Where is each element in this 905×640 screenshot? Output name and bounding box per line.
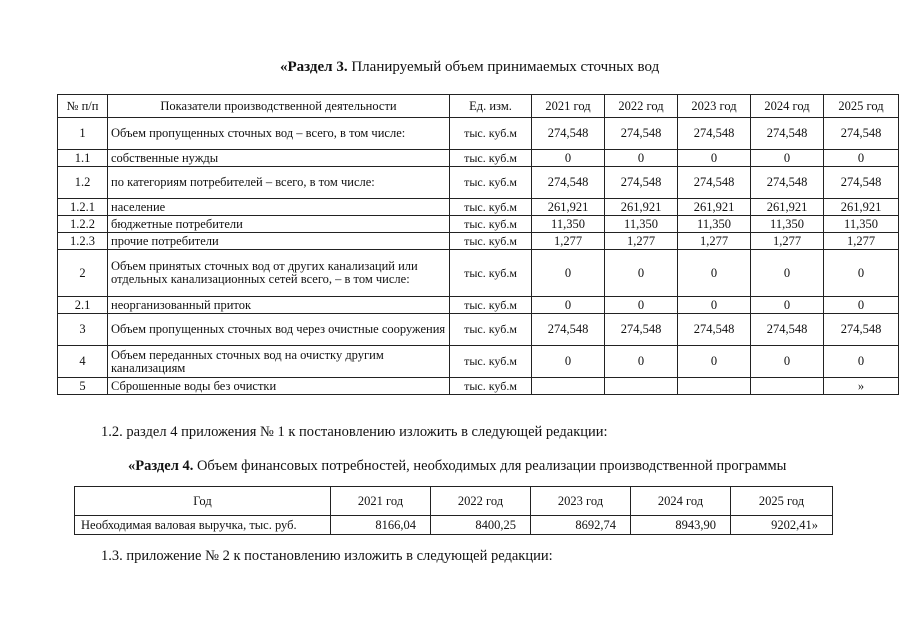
value-cell: 274,548: [824, 167, 899, 199]
indicator-cell: неорганизованный приток: [108, 297, 450, 314]
row-number-cell: 1.2: [58, 167, 108, 199]
value-cell: 1,277: [532, 233, 605, 250]
table-row: [58, 346, 899, 378]
value-cell: 261,921: [605, 199, 678, 216]
unit-cell: тыс. куб.м: [450, 250, 532, 297]
table-row: [58, 378, 899, 395]
value-cell: 274,548: [751, 167, 824, 199]
value-cell: 8943,90: [631, 516, 731, 535]
unit-cell: тыс. куб.м: [450, 150, 532, 167]
value-cell: 1,277: [605, 233, 678, 250]
value-cell: 274,548: [605, 314, 678, 346]
indicator-cell: Объем пропущенных сточных вод через очистные сооружения: [108, 314, 450, 346]
column-header: 2022 год: [431, 487, 531, 516]
row-number-cell: 1: [58, 118, 108, 150]
row-number-cell: 1.1: [58, 150, 108, 167]
value-cell: 274,548: [678, 314, 751, 346]
value-cell: 0: [824, 250, 899, 297]
table-row: [58, 199, 899, 216]
value-cell: 0: [751, 250, 824, 297]
column-header: Год: [75, 487, 331, 516]
indicator-cell: прочие потребители: [108, 233, 450, 250]
value-cell: 0: [824, 150, 899, 167]
column-header: 2023 год: [678, 95, 751, 118]
table-row: [58, 297, 899, 314]
value-cell: 274,548: [532, 314, 605, 346]
row-number-cell: 2: [58, 250, 108, 297]
unit-cell: тыс. куб.м: [450, 378, 532, 395]
value-cell: 0: [532, 150, 605, 167]
column-header: № п/п: [58, 95, 108, 118]
value-cell: 11,350: [751, 216, 824, 233]
column-header: 2021 год: [331, 487, 431, 516]
value-cell: 0: [824, 346, 899, 378]
value-cell: 274,548: [678, 167, 751, 199]
financial-needs-table: [74, 486, 833, 535]
table-header-row: [75, 487, 833, 516]
table-row: [75, 516, 833, 535]
value-cell: 0: [605, 250, 678, 297]
value-cell: 0: [678, 250, 751, 297]
value-cell: 11,350: [532, 216, 605, 233]
section4-heading: [128, 458, 786, 475]
column-header: Показатели производственной деятельности: [108, 95, 450, 118]
value-cell: 1,277: [678, 233, 751, 250]
value-cell: 1,277: [751, 233, 824, 250]
unit-cell: тыс. куб.м: [450, 346, 532, 378]
value-cell: 0: [678, 346, 751, 378]
row-number-cell: 3: [58, 314, 108, 346]
paragraph-1-3: 1.3. приложение № 2 к постановлению изложить в следующей редакции:: [101, 548, 553, 564]
column-header: 2024 год: [751, 95, 824, 118]
value-cell: 274,548: [532, 118, 605, 150]
column-header: 2023 год: [531, 487, 631, 516]
section3-title: Планируемый объем принимаемых сточных вод: [347, 59, 660, 75]
value-cell: 0: [605, 297, 678, 314]
value-cell: [605, 378, 678, 395]
unit-cell: тыс. куб.м: [450, 216, 532, 233]
indicator-cell: Объем пропущенных сточных вод – всего, в том числе:: [108, 118, 450, 150]
value-cell: 261,921: [532, 199, 605, 216]
table-row: [58, 314, 899, 346]
unit-cell: тыс. куб.м: [450, 297, 532, 314]
section4-prefix: «Раздел 4.: [128, 458, 194, 474]
value-cell: 1,277: [824, 233, 899, 250]
value-cell: 0: [532, 297, 605, 314]
value-cell: 261,921: [751, 199, 824, 216]
column-header: 2021 год: [532, 95, 605, 118]
unit-cell: тыс. куб.м: [450, 233, 532, 250]
section3-heading: [280, 59, 659, 76]
value-cell: 274,548: [751, 118, 824, 150]
column-header: 2024 год: [631, 487, 731, 516]
row-number-cell: 4: [58, 346, 108, 378]
indicator-cell: Сброшенные воды без очистки: [108, 378, 450, 395]
value-cell: 274,548: [824, 314, 899, 346]
value-cell: 0: [605, 346, 678, 378]
indicator-cell: население: [108, 199, 450, 216]
section3-prefix: «Раздел 3.: [280, 59, 348, 75]
column-header: 2025 год: [824, 95, 899, 118]
table-header-row: [58, 95, 899, 118]
value-cell: 8692,74: [531, 516, 631, 535]
table-row: [58, 150, 899, 167]
row-number-cell: 1.2.2: [58, 216, 108, 233]
value-cell: 274,548: [605, 167, 678, 199]
value-cell: 274,548: [751, 314, 824, 346]
indicator-cell: Объем переданных сточных вод на очистку другим канализациям: [108, 346, 450, 378]
indicator-cell: бюджетные потребители: [108, 216, 450, 233]
unit-cell: тыс. куб.м: [450, 167, 532, 199]
value-cell: [751, 378, 824, 395]
value-cell: 261,921: [678, 199, 751, 216]
row-number-cell: 1.2.1: [58, 199, 108, 216]
value-cell: 0: [678, 150, 751, 167]
column-header: Ед. изм.: [450, 95, 532, 118]
unit-cell: тыс. куб.м: [450, 199, 532, 216]
row-number-cell: 1.2.3: [58, 233, 108, 250]
value-cell: 11,350: [824, 216, 899, 233]
paragraph-1-2: 1.2. раздел 4 приложения № 1 к постановлению изложить в следующей редакции:: [101, 424, 608, 440]
indicator-cell: Необходимая валовая выручка, тыс. руб.: [75, 516, 331, 535]
value-cell: 0: [751, 150, 824, 167]
table-row: [58, 118, 899, 150]
value-cell: 0: [751, 346, 824, 378]
wastewater-volume-table: [57, 94, 899, 395]
value-cell: 8400,25: [431, 516, 531, 535]
value-cell: 0: [532, 346, 605, 378]
table-row: [58, 216, 899, 233]
value-cell: 0: [824, 297, 899, 314]
row-number-cell: 2.1: [58, 297, 108, 314]
row-number-cell: 5: [58, 378, 108, 395]
indicator-cell: по категориям потребителей – всего, в том числе:: [108, 167, 450, 199]
value-cell: »: [824, 378, 899, 395]
column-header: 2022 год: [605, 95, 678, 118]
value-cell: 0: [678, 297, 751, 314]
indicator-cell: собственные нужды: [108, 150, 450, 167]
table-row: [58, 250, 899, 297]
section4-title: Объем финансовых потребностей, необходимых для реализации производственной программы: [193, 458, 787, 474]
value-cell: 8166,04: [331, 516, 431, 535]
unit-cell: тыс. куб.м: [450, 314, 532, 346]
value-cell: 0: [605, 150, 678, 167]
table-row: [58, 167, 899, 199]
table-row: [58, 233, 899, 250]
value-cell: 0: [532, 250, 605, 297]
value-cell: 9202,41»: [731, 516, 833, 535]
unit-cell: тыс. куб.м: [450, 118, 532, 150]
value-cell: 11,350: [678, 216, 751, 233]
value-cell: 274,548: [678, 118, 751, 150]
value-cell: 11,350: [605, 216, 678, 233]
value-cell: 274,548: [532, 167, 605, 199]
value-cell: [532, 378, 605, 395]
value-cell: 261,921: [824, 199, 899, 216]
value-cell: 274,548: [824, 118, 899, 150]
value-cell: [678, 378, 751, 395]
value-cell: 274,548: [605, 118, 678, 150]
value-cell: 0: [751, 297, 824, 314]
column-header: 2025 год: [731, 487, 833, 516]
indicator-cell: Объем принятых сточных вод от других канализаций или отдельных канализационных сетей всего, – в том числе:: [108, 250, 450, 297]
